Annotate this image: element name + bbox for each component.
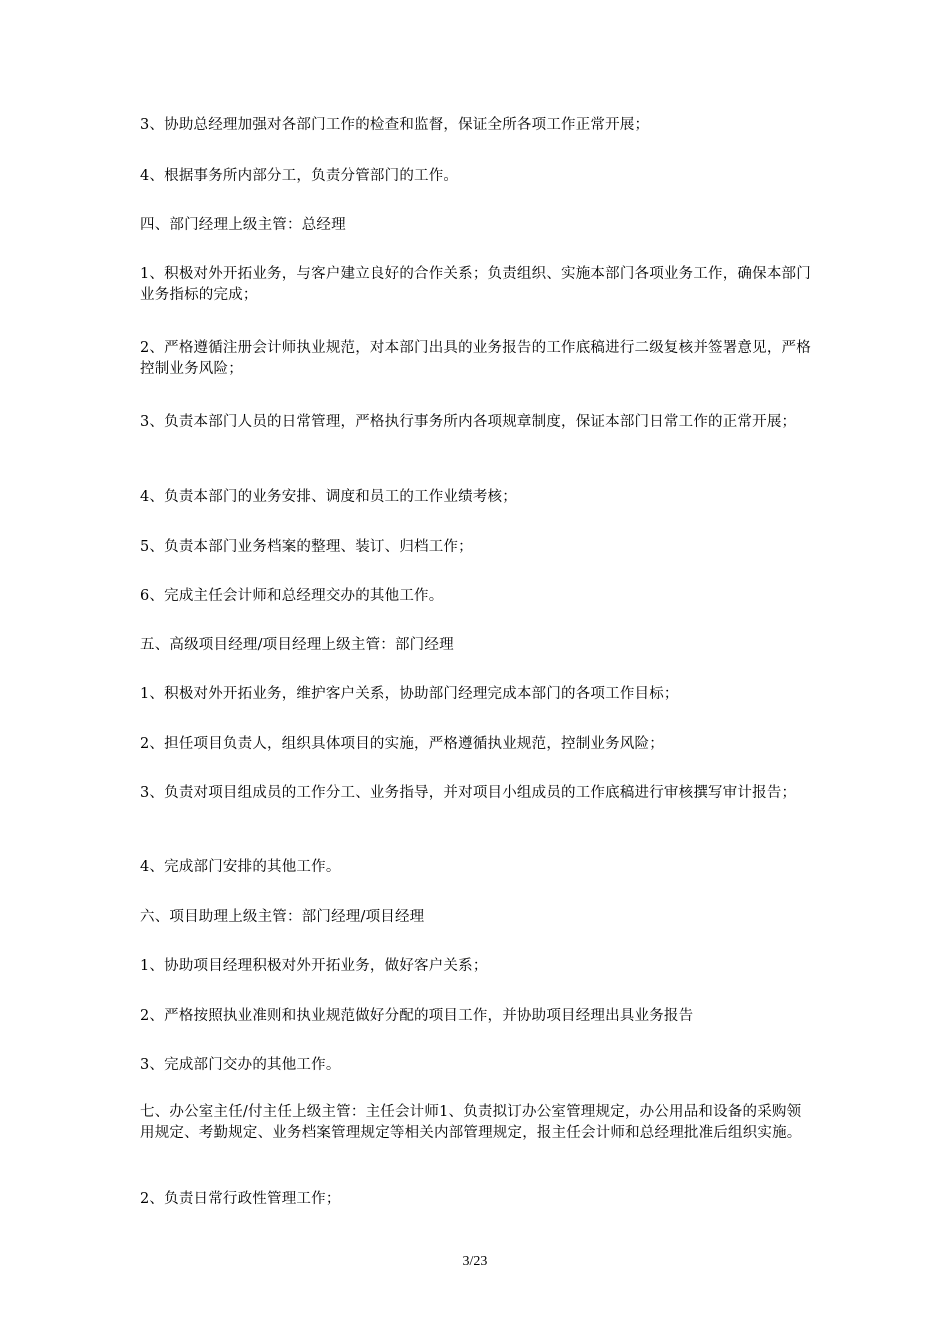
- paragraph-11: 3、负责对项目组成员的工作分工、业务指导，并对项目小组成员的工作底稿进行审核撰写审计报告；: [140, 785, 797, 801]
- paragraph-3: 1、积极对外开拓业务，与客户建立良好的合作关系；负责组织、实施本部门各项业务工作，确保本部门业务指标的完成；: [140, 266, 811, 303]
- page-number: 3/23: [462, 1254, 488, 1269]
- paragraph-7: 5、负责本部门业务档案的整理、装订、归档工作；: [140, 539, 473, 555]
- paragraph-9: 1、积极对外开拓业务，维护客户关系，协助部门经理完成本部门的各项工作目标；: [140, 686, 679, 702]
- paragraph-10: 2、担任项目负责人，组织具体项目的实施，严格遵循执业规范，控制业务风险；: [140, 736, 664, 752]
- paragraph-5: 3、负责本部门人员的日常管理，严格执行事务所内各项规章制度，保证本部门日常工作的正常开展；: [140, 414, 797, 430]
- paragraph-8: 6、完成主任会计师和总经理交办的其他工作。: [140, 588, 444, 604]
- paragraph-12: 4、完成部门安排的其他工作。: [140, 859, 341, 875]
- paragraph-14: 2、严格按照执业准则和执业规范做好分配的项目工作，并协助项目经理出具业务报告: [140, 1008, 694, 1024]
- section-heading-6: 六、项目助理上级主管：部门经理/项目经理: [140, 909, 425, 925]
- section-heading-4: 四、部门经理上级主管：总经理: [140, 217, 346, 233]
- paragraph-1: 3、协助总经理加强对各部门工作的检查和监督，保证全所各项工作正常开展；: [140, 117, 650, 133]
- paragraph-4: 2、严格遵循注册会计师执业规范，对本部门出具的业务报告的工作底稿进行二级复核并签署意见，严格控制业务风险；: [140, 340, 811, 377]
- paragraph-2: 4、根据事务所内部分工，负责分管部门的工作。: [140, 168, 459, 184]
- section-heading-5: 五、高级项目经理/项目经理上级主管：部门经理: [140, 637, 454, 653]
- paragraph-16: 2、负责日常行政性管理工作；: [140, 1191, 341, 1207]
- paragraph-15: 3、完成部门交办的其他工作。: [140, 1057, 341, 1073]
- paragraph-13: 1、协助项目经理积极对外开拓业务，做好客户关系；: [140, 958, 488, 974]
- section-heading-7: 七、办公室主任/付主任上级主管：主任会计师1、负责拟订办公室管理规定，办公用品和设备的采购领用规定、考勤规定、业务档案管理规定等相关内部管理规定，报主任会计师和总经理批准后组织实施。: [140, 1104, 802, 1141]
- paragraph-6: 4、负责本部门的业务安排、调度和员工的工作业绩考核；: [140, 489, 517, 505]
